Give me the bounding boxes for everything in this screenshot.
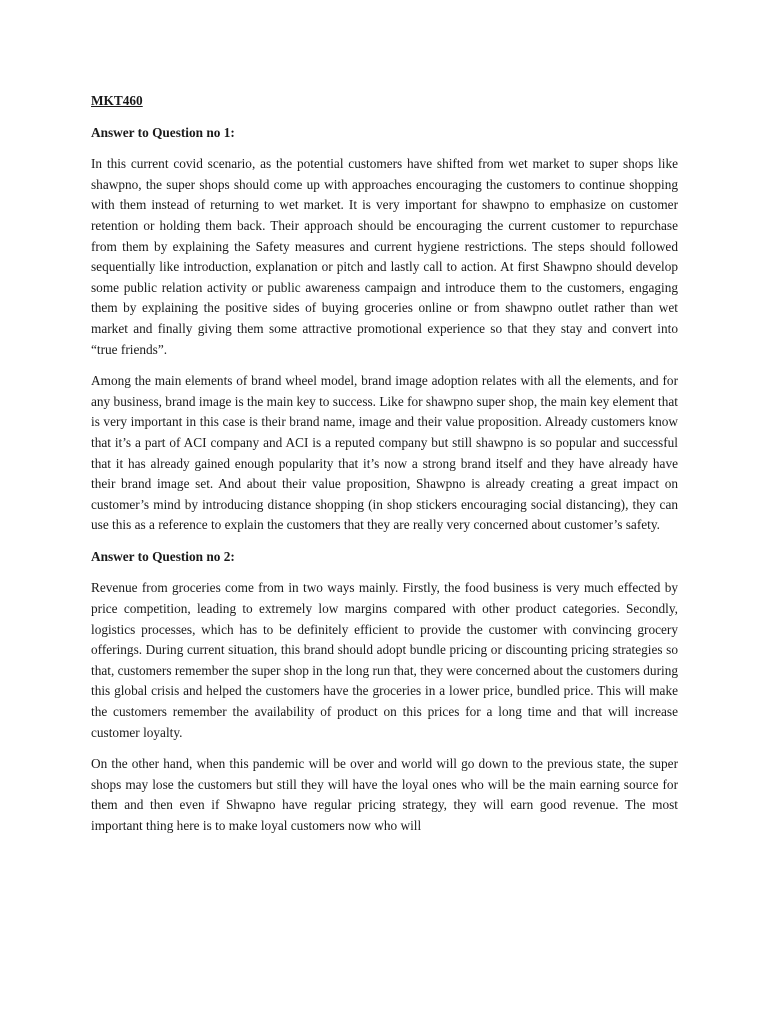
section-heading-q1: Answer to Question no 1:: [91, 124, 235, 140]
paragraph-q2-revenue: Revenue from groceries come from in two ways mainly. Firstly, the food business is very much effected by price competition, leading to extremely low margins compared with other product categories. Secondly, logistics processes, which has to be definitely efficient to provide the customer with convincing grocery offerings. During current situation, this brand should adopt bundle pricing or discounting pricing strategies so that, customers remember the super shop in the long run that, they were concerned about the customers during this global crisis and helped the customers have the groceries in a lower price, bundled price. This will make the customers remember the availability of product on this prices for a long time and that will increase customer loyalty.: [91, 580, 678, 740]
paragraph-q2-post-pandemic: On the other hand, when this pandemic will be over and world will go down to the previous state, the super shops may lose the customers but still they will have the loyal ones who will be the main earning source for them and then even if Shwapno have regular pricing strategy, they will earn good revenue. The most important thing here is to make loyal customers now who will: [91, 756, 678, 833]
course-code: MKT460: [91, 93, 143, 108]
section-heading-q2: Answer to Question no 2:: [91, 548, 235, 564]
document-body: [91, 91, 678, 848]
paragraph-q1-retention: In this current covid scenario, as the potential customers have shifted from wet market to super shops like shawpno, the super shops should come up with approaches encouraging the customers to continue shopping with them instead of returning to wet market. It is very important for shawpno to emphasize on customer retention or holding them back. Their approach should be encouraging the current customer to repurchase from them by explaining the Safety measures and current hygiene restrictions. The steps should followed sequentially like introduction, explanation or pitch and lastly call to action. At first Shawpno should develop some public relation activity or public awareness campaign and introduce them to the customers, engaging them by explaining the positive sides of buying groceries online or from shawpno outlet rather than wet market and finally giving them some attractive promotional experience so that they stay and convert into “true friends”.: [91, 156, 678, 357]
paragraph-q1-brand-wheel: Among the main elements of brand wheel model, brand image adoption relates with all the elements, and for any business, brand image is the main key to success. Like for shawpno super shop, the main key element that is very important in this case is their brand name, image and their value proposition. Already customers know that it’s a part of ACI company and ACI is a reputed company but still shawpno is so popular and successful that it has already gained enough popularity that it’s now a strong brand itself and they have already have their brand image set. And about their value proposition, Shawpno is already creating a great impact on customer’s mind by introducing distance shopping (in shop stickers encouraging social distancing), they can use this as a reference to explain the customers that they are really very concerned about customer’s safety.: [91, 373, 678, 533]
